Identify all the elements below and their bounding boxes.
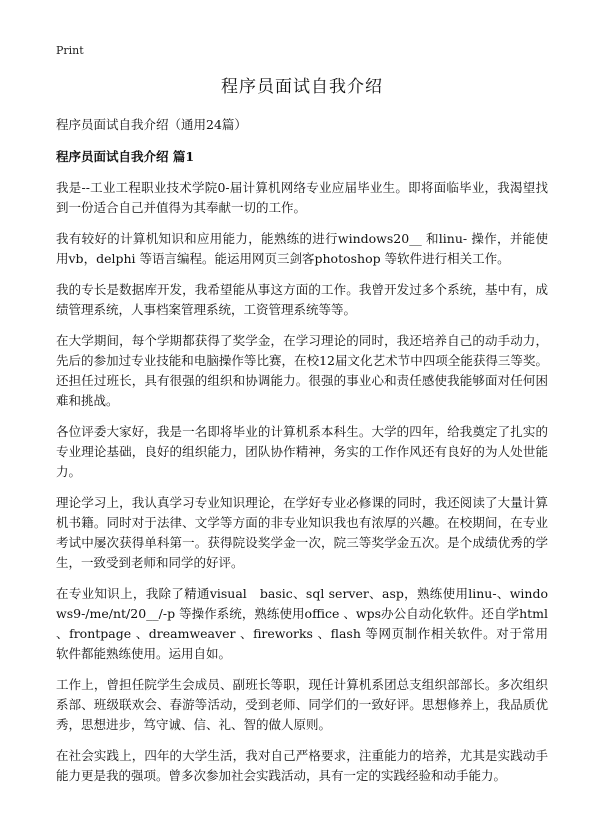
section-heading: 程序员面试自我介绍 篇1 <box>56 149 195 164</box>
paragraph-5: 各位评委大家好，我是一名即将毕业的计算机系本科生。大学的四年，给我奠定了扎实的专业理论基础，良好的组织能力，团队协作精神，务实的工作作风还有良好的为人处世能力。 <box>56 424 548 479</box>
paragraph-3: 我的专长是数据库开发，我希望能从事这方面的工作。我曾开发过多个系统，基中有，成绩管理系统，人事档案管理系统，工资管理系统等等。 <box>56 282 548 317</box>
paragraph-9: 在社会实践上，四年的大学生活，我对自己严格要求，注重能力的培养，尤其是实践动手能力更是我的强项。曾多次参加社会实践活动，具有一定的实践经验和动手能力。 <box>56 748 548 783</box>
document-title: 程序员面试自我介绍 <box>221 77 383 97</box>
paragraph-1: 我是--工业工程职业技术学院0-届计算机网络专业应届毕业生。即将面临毕业，我渴望找到一份适合自己并值得为其奉献一切的工作。 <box>56 180 548 215</box>
document-subtitle: 程序员面试自我介绍（通用24篇） <box>56 117 247 132</box>
paragraph-7: 在专业知识上，我除了精通visual basic、sql server、asp，熟练使用linu-、windows9-/me/nt/20__/-p 等操作系统，熟练使用office 、wps办公自动化软件。还自学html 、frontpage 、dreamweaver 、fireworks 、flash 等网页制作相关软件。对于常用软件都能熟练使用。运用自如。 <box>56 586 548 661</box>
paragraph-6: 理论学习上，我认真学习专业知识理论，在学好专业必修课的同时，我还阅读了大量计算机书籍。同时对于法律、文学等方面的非专业知识我也有浓厚的兴趣。在校期间，在专业考试中屡次获得单科第一。获得院设奖学金一次，院三等奖学金五次。是个成绩优秀的学生，一致受到老师和同学的好评。 <box>56 495 548 570</box>
print-label[interactable]: Print <box>56 44 84 57</box>
paragraph-4: 在大学期间，每个学期都获得了奖学金，在学习理论的同时，我还培养自己的动手动力，先后的参加过专业技能和电脑操作等比赛，在校12届文化艺术节中四项全能获得三等奖。还担任过班长，具有很强的组织和协调能力。很强的事业心和责任感使我能够面对任何困难和挑战。 <box>56 333 548 408</box>
paragraph-8: 工作上，曾担任院学生会成员、副班长等职，现任计算机系团总支组织部部长。多次组织系部、班级联欢会、春游等活动，受到老师、同学们的一致好评。思想修养上，我品质优秀，思想进步，笃守诚、信、礼、智的做人原则。 <box>56 677 548 732</box>
paragraph-2: 我有较好的计算机知识和应用能力，能熟练的进行windows20__ 和linu- 操作，并能使用vb，delphi 等语言编程。能运用网页三剑客photoshop 等软件进行相关工作。 <box>56 231 548 266</box>
